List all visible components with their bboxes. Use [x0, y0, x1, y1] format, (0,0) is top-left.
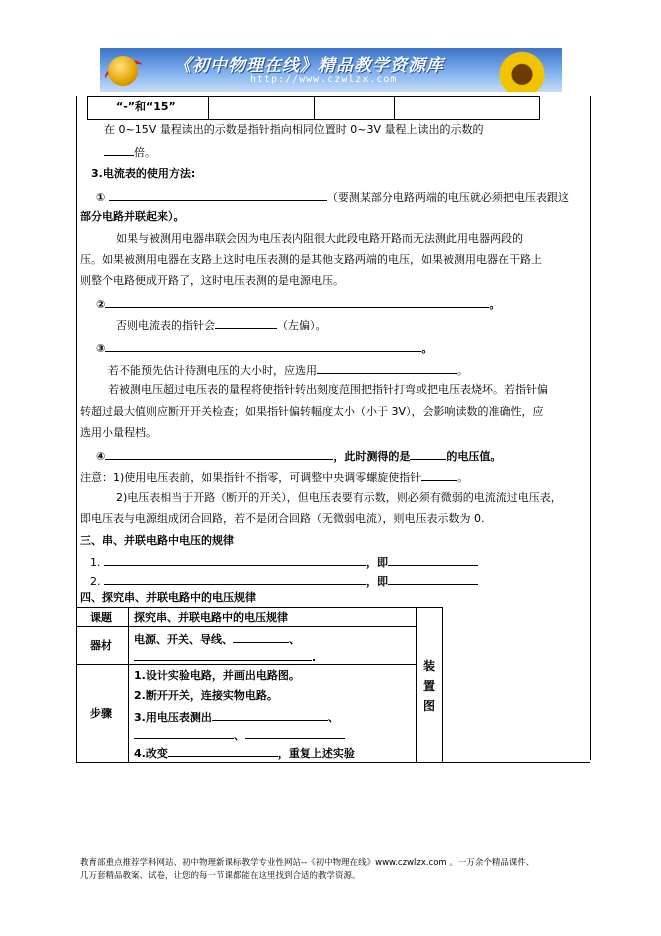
- para-b1: 若被测电压超过电压表的量程将使指针转出刻度范围把指针打弯或把电压表烧坏。若指针偏: [108, 383, 548, 396]
- note-2a: 2)电压表相当于开路（断开的开关），但电压表要有示数，则必须有微弱的电流流过电压表，: [116, 491, 562, 504]
- text: 的电压值。: [446, 450, 502, 463]
- blank[interactable]: [168, 744, 278, 757]
- text: .: [312, 651, 317, 664]
- text: 3.用电压表测出: [134, 711, 212, 724]
- top-table-divider: [394, 96, 395, 120]
- footer-line-2: 几万套精品教案、试卷，让您的每一节课都能在这里找到合适的教学资源。: [80, 871, 361, 881]
- header-banner: [100, 48, 562, 92]
- text: 、: [234, 729, 245, 742]
- text: ，即: [366, 556, 388, 569]
- banner-title: 《初中物理在线》精品教学资源库: [174, 56, 444, 76]
- blank[interactable]: [134, 648, 312, 661]
- note-1: [80, 468, 468, 486]
- logo-ball-icon: [108, 56, 138, 86]
- step-4: [134, 744, 355, 762]
- steps-label: 步骤: [90, 707, 112, 720]
- table-col-divider: [128, 607, 129, 763]
- text: ，重复上述实验: [277, 747, 355, 760]
- blank[interactable]: [104, 553, 366, 566]
- table-col-divider: [416, 607, 417, 763]
- section-iv-heading: 四、探究串、并联电路中的电压规律: [80, 591, 256, 604]
- blank[interactable]: [388, 553, 478, 566]
- text: 注意：1)使用电压表前，如果指针不指零，可调整中央调零螺旋使指针: [80, 471, 422, 484]
- blank[interactable]: [410, 447, 446, 460]
- blank[interactable]: [317, 361, 457, 374]
- sunflower-icon: [492, 48, 552, 92]
- blank[interactable]: [105, 339, 421, 352]
- item-number: ①: [96, 191, 106, 204]
- item-1: [96, 188, 569, 206]
- text: 4.改变: [134, 747, 168, 760]
- rule-2: [90, 572, 478, 590]
- blank[interactable]: [388, 572, 478, 585]
- equipment-label: 器材: [90, 639, 112, 652]
- banner-url[interactable]: http://www.czwlzx.com: [250, 74, 398, 85]
- text: 。: [489, 298, 501, 311]
- item-number: ③: [96, 342, 106, 355]
- blank[interactable]: [105, 447, 333, 460]
- text: 若不能预先估计待测电压的大小时，应选用: [108, 364, 317, 377]
- item-3: [96, 339, 432, 357]
- text: 电源、开关、导线、: [134, 633, 233, 646]
- text: 否则电流表的指针会: [116, 319, 215, 332]
- item-number: ④: [96, 450, 106, 463]
- item-4: [96, 447, 501, 465]
- note-2b: 即电压表与电源组成闭合回路，若不是闭合回路（无微弱电流），则电压表示数为 0.: [80, 512, 485, 525]
- blank[interactable]: [215, 316, 277, 329]
- top-table-first-cell: “-”和“15”: [116, 100, 176, 113]
- blank[interactable]: [105, 295, 489, 308]
- item-2: [96, 295, 500, 313]
- item-1-line2: 部分电路并联起来）。: [80, 210, 185, 223]
- para-a3: 则整个电路便成开路了，这时电压表测的是电源电压。: [80, 274, 344, 287]
- text: 。: [457, 471, 469, 484]
- text: 2.: [90, 575, 101, 588]
- topic-value: 探究串、并联电路中的电压规律: [134, 611, 288, 624]
- rule-1: [90, 553, 478, 571]
- text: （左偏）。: [277, 319, 327, 332]
- text: ，即: [366, 575, 388, 588]
- para-a1: 如果与被测用电器串联会因为电压表内阻很大此段电路开路而无法测此用电器两段的: [116, 232, 523, 245]
- blank[interactable]: [212, 708, 328, 721]
- text: 1.: [90, 556, 101, 569]
- blank[interactable]: [245, 726, 345, 739]
- text: 、: [289, 633, 300, 646]
- top-table-divider: [208, 96, 209, 120]
- item-3-note: [108, 361, 468, 379]
- blank[interactable]: [104, 572, 366, 585]
- text: （要测某部分电路两端的电压就必须把电压表跟这: [326, 191, 569, 204]
- section-iii-heading: 三、串、并联电路中电压的规律: [80, 534, 234, 547]
- range-ratio-line2: [104, 143, 156, 161]
- text: 、: [327, 711, 339, 724]
- range-ratio-line: 在 0~15V 量程读出的示数是指针指向相同位置时 0~3V 量程上读出的示数的: [104, 123, 484, 136]
- equipment-line2: [134, 648, 316, 666]
- diagram-label: 装置图: [423, 659, 436, 713]
- para-b2: 转超过最大值则应断开开关检查；如果指针偏转幅度太小（小于 3V），会影响读数的准确性，应: [80, 405, 544, 418]
- blank[interactable]: [134, 726, 234, 739]
- text: 倍。: [134, 146, 156, 159]
- table-row-divider: [76, 626, 417, 627]
- para-b3: 选用小量程档。: [80, 426, 157, 439]
- step-3b: [134, 726, 345, 744]
- footer-line-1: 教育部重点推荐学科网站、初中物理新课标教学专业性网站--《初中物理在线》www.czwlzx.com 。一万余个精品课件、: [80, 858, 535, 868]
- blank[interactable]: [421, 468, 457, 481]
- top-table-divider: [314, 96, 315, 120]
- item-2-note: [116, 316, 327, 334]
- equipment-value: [134, 630, 300, 648]
- para-a2: 压。如果被测用电器在支路上这时电压表测的是其他支路两端的电压，如果被测用电器在干路上: [80, 253, 542, 266]
- section-3-heading: 3.电流表的使用方法:: [91, 167, 196, 180]
- topic-label: 课题: [90, 611, 112, 624]
- step-1: 1.设计实验电路，并画出电路图。: [134, 669, 300, 682]
- blank[interactable]: [109, 188, 327, 201]
- item-number: ②: [96, 298, 106, 311]
- blank[interactable]: [104, 143, 134, 156]
- text: ，此时测得的是: [333, 450, 411, 463]
- text: 。: [421, 342, 433, 355]
- step-3: [134, 708, 339, 726]
- text: 。: [457, 364, 468, 377]
- blank[interactable]: [233, 630, 289, 643]
- step-2: 2.断开开关，连接实物电路。: [134, 689, 278, 702]
